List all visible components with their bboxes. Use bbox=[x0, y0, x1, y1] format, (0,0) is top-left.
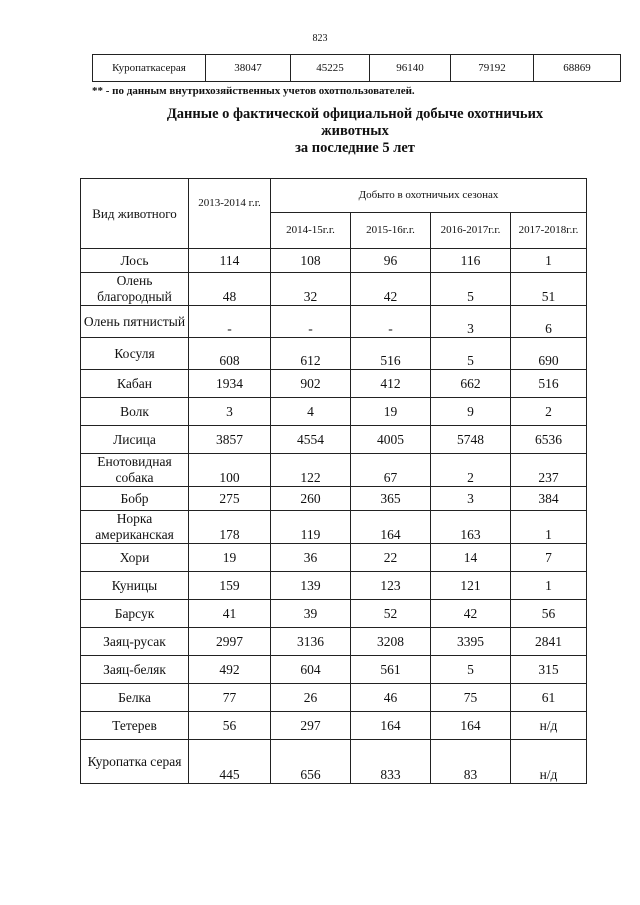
value-cell: 39 bbox=[271, 600, 351, 628]
value-cell: 56 bbox=[189, 712, 271, 740]
value-cell: - bbox=[189, 306, 271, 338]
value-cell: 445 bbox=[189, 740, 271, 784]
species-cell: Барсук bbox=[81, 600, 189, 628]
species-cell: Енотовидная собака bbox=[81, 454, 189, 487]
value-cell: 83 bbox=[431, 740, 511, 784]
table-row bbox=[81, 600, 587, 628]
value-cell: 42 bbox=[351, 273, 431, 306]
species-cell: Норка американская bbox=[81, 511, 189, 544]
value-cell: 1934 bbox=[189, 370, 271, 398]
value-cell: 7 bbox=[511, 544, 587, 572]
table-row bbox=[81, 628, 587, 656]
value-cell: - bbox=[271, 306, 351, 338]
value-cell: 612 bbox=[271, 338, 351, 370]
table-row bbox=[81, 306, 587, 338]
value-cell: 3136 bbox=[271, 628, 351, 656]
table-row bbox=[81, 572, 587, 600]
value-cell: 2997 bbox=[189, 628, 271, 656]
value-cell: 164 bbox=[351, 712, 431, 740]
value-cell: 96 bbox=[351, 249, 431, 273]
header-group: Добыто в охотничьих сезонах bbox=[271, 179, 587, 213]
footnote: ** - по данным внутрихозяйственных учетов охотпользователей. bbox=[92, 85, 415, 97]
value-cell: 75 bbox=[431, 684, 511, 712]
species-cell: Лисица bbox=[81, 426, 189, 454]
continued-table-row bbox=[92, 54, 621, 82]
value-cell: 123 bbox=[351, 572, 431, 600]
table-cell: 68869 bbox=[534, 55, 621, 82]
value-cell: 2 bbox=[511, 398, 587, 426]
value-cell: 19 bbox=[189, 544, 271, 572]
species-cell: Заяц-русак bbox=[81, 628, 189, 656]
value-cell: 833 bbox=[351, 740, 431, 784]
value-cell: 561 bbox=[351, 656, 431, 684]
value-cell: 42 bbox=[431, 600, 511, 628]
table-row bbox=[81, 487, 587, 511]
value-cell: 139 bbox=[271, 572, 351, 600]
species-cell: Куропатка серая bbox=[81, 740, 189, 784]
table-row bbox=[81, 426, 587, 454]
value-cell: 108 bbox=[271, 249, 351, 273]
value-cell: 77 bbox=[189, 684, 271, 712]
value-cell: 164 bbox=[431, 712, 511, 740]
value-cell: 19 bbox=[351, 398, 431, 426]
table-row bbox=[81, 338, 587, 370]
value-cell: 237 bbox=[511, 454, 587, 487]
value-cell: 178 bbox=[189, 511, 271, 544]
title-line: Данные о фактической официальной добыче охотничьих bbox=[166, 106, 544, 122]
table-cell: 96140 bbox=[370, 55, 451, 82]
header-season: 2013-2014 г.г. bbox=[189, 179, 271, 249]
species-cell: Белка bbox=[81, 684, 189, 712]
table-row bbox=[81, 454, 587, 487]
value-cell: 275 bbox=[189, 487, 271, 511]
value-cell: - bbox=[351, 306, 431, 338]
value-cell: 608 bbox=[189, 338, 271, 370]
value-cell: 297 bbox=[271, 712, 351, 740]
value-cell: 6536 bbox=[511, 426, 587, 454]
document-title bbox=[120, 106, 590, 157]
value-cell: 100 bbox=[189, 454, 271, 487]
value-cell: 32 bbox=[271, 273, 351, 306]
value-cell: 114 bbox=[189, 249, 271, 273]
value-cell: 56 bbox=[511, 600, 587, 628]
header-season: 2016-2017г.г. bbox=[431, 213, 511, 249]
value-cell: 4005 bbox=[351, 426, 431, 454]
value-cell: 14 bbox=[431, 544, 511, 572]
table-row bbox=[81, 712, 587, 740]
value-cell: 122 bbox=[271, 454, 351, 487]
value-cell: 2841 bbox=[511, 628, 587, 656]
value-cell: 492 bbox=[189, 656, 271, 684]
table-row bbox=[81, 740, 587, 784]
value-cell: 3208 bbox=[351, 628, 431, 656]
value-cell: н/д bbox=[511, 740, 587, 784]
value-cell: 52 bbox=[351, 600, 431, 628]
value-cell: 604 bbox=[271, 656, 351, 684]
species-cell: Косуля bbox=[81, 338, 189, 370]
value-cell: 119 bbox=[271, 511, 351, 544]
value-cell: 3 bbox=[189, 398, 271, 426]
table-row bbox=[81, 370, 587, 398]
header-species: Вид животного bbox=[81, 179, 189, 249]
value-cell: 26 bbox=[271, 684, 351, 712]
table-header-row bbox=[81, 179, 587, 213]
value-cell: 384 bbox=[511, 487, 587, 511]
harvest-table bbox=[80, 178, 587, 784]
table-row bbox=[81, 684, 587, 712]
value-cell: 5748 bbox=[431, 426, 511, 454]
value-cell: 1 bbox=[511, 511, 587, 544]
value-cell: 2 bbox=[431, 454, 511, 487]
value-cell: 656 bbox=[271, 740, 351, 784]
value-cell: 6 bbox=[511, 306, 587, 338]
species-cell: Олень пятнистый bbox=[81, 306, 189, 338]
value-cell: 5 bbox=[431, 656, 511, 684]
value-cell: 61 bbox=[511, 684, 587, 712]
table-row bbox=[81, 398, 587, 426]
species-cell: Лось bbox=[81, 249, 189, 273]
value-cell: 690 bbox=[511, 338, 587, 370]
value-cell: 902 bbox=[271, 370, 351, 398]
value-cell: 5 bbox=[431, 273, 511, 306]
value-cell: 516 bbox=[351, 338, 431, 370]
value-cell: 116 bbox=[431, 249, 511, 273]
species-cell: Хори bbox=[81, 544, 189, 572]
species-cell: Тетерев bbox=[81, 712, 189, 740]
value-cell: 662 bbox=[431, 370, 511, 398]
title-line: за последние 5 лет bbox=[295, 140, 415, 156]
table-row bbox=[81, 249, 587, 273]
table-cell-species: Куропаткасерая bbox=[93, 55, 206, 82]
value-cell: 159 bbox=[189, 572, 271, 600]
value-cell: 67 bbox=[351, 454, 431, 487]
value-cell: 9 bbox=[431, 398, 511, 426]
value-cell: 121 bbox=[431, 572, 511, 600]
value-cell: 516 bbox=[511, 370, 587, 398]
table-row bbox=[81, 656, 587, 684]
value-cell: 163 bbox=[431, 511, 511, 544]
value-cell: 3395 bbox=[431, 628, 511, 656]
header-season: 2014-15г.г. bbox=[271, 213, 351, 249]
value-cell: 4 bbox=[271, 398, 351, 426]
value-cell: 260 bbox=[271, 487, 351, 511]
value-cell: 41 bbox=[189, 600, 271, 628]
species-cell: Бобр bbox=[81, 487, 189, 511]
value-cell: 315 bbox=[511, 656, 587, 684]
value-cell: 412 bbox=[351, 370, 431, 398]
value-cell: 4554 bbox=[271, 426, 351, 454]
value-cell: 48 bbox=[189, 273, 271, 306]
value-cell: 3 bbox=[431, 306, 511, 338]
table-cell: 79192 bbox=[451, 55, 534, 82]
value-cell: н/д bbox=[511, 712, 587, 740]
header-season: 2017-2018г.г. bbox=[511, 213, 587, 249]
value-cell: 5 bbox=[431, 338, 511, 370]
species-cell: Волк bbox=[81, 398, 189, 426]
value-cell: 3857 bbox=[189, 426, 271, 454]
value-cell: 164 bbox=[351, 511, 431, 544]
species-cell: Заяц-беляк bbox=[81, 656, 189, 684]
table-row bbox=[93, 55, 621, 82]
value-cell: 46 bbox=[351, 684, 431, 712]
table-row bbox=[81, 273, 587, 306]
header-season: 2015-16г.г. bbox=[351, 213, 431, 249]
page-number: 823 bbox=[312, 33, 328, 44]
table-row bbox=[81, 544, 587, 572]
value-cell: 3 bbox=[431, 487, 511, 511]
species-cell: Кабан bbox=[81, 370, 189, 398]
value-cell: 22 bbox=[351, 544, 431, 572]
species-cell: Куницы bbox=[81, 572, 189, 600]
table-body bbox=[81, 249, 587, 784]
value-cell: 365 bbox=[351, 487, 431, 511]
value-cell: 1 bbox=[511, 572, 587, 600]
table-cell: 45225 bbox=[291, 55, 370, 82]
species-cell: Олень благородный bbox=[81, 273, 189, 306]
table-row bbox=[81, 511, 587, 544]
table-cell: 38047 bbox=[206, 55, 291, 82]
value-cell: 36 bbox=[271, 544, 351, 572]
value-cell: 1 bbox=[511, 249, 587, 273]
title-line: животных bbox=[321, 123, 389, 139]
value-cell: 51 bbox=[511, 273, 587, 306]
